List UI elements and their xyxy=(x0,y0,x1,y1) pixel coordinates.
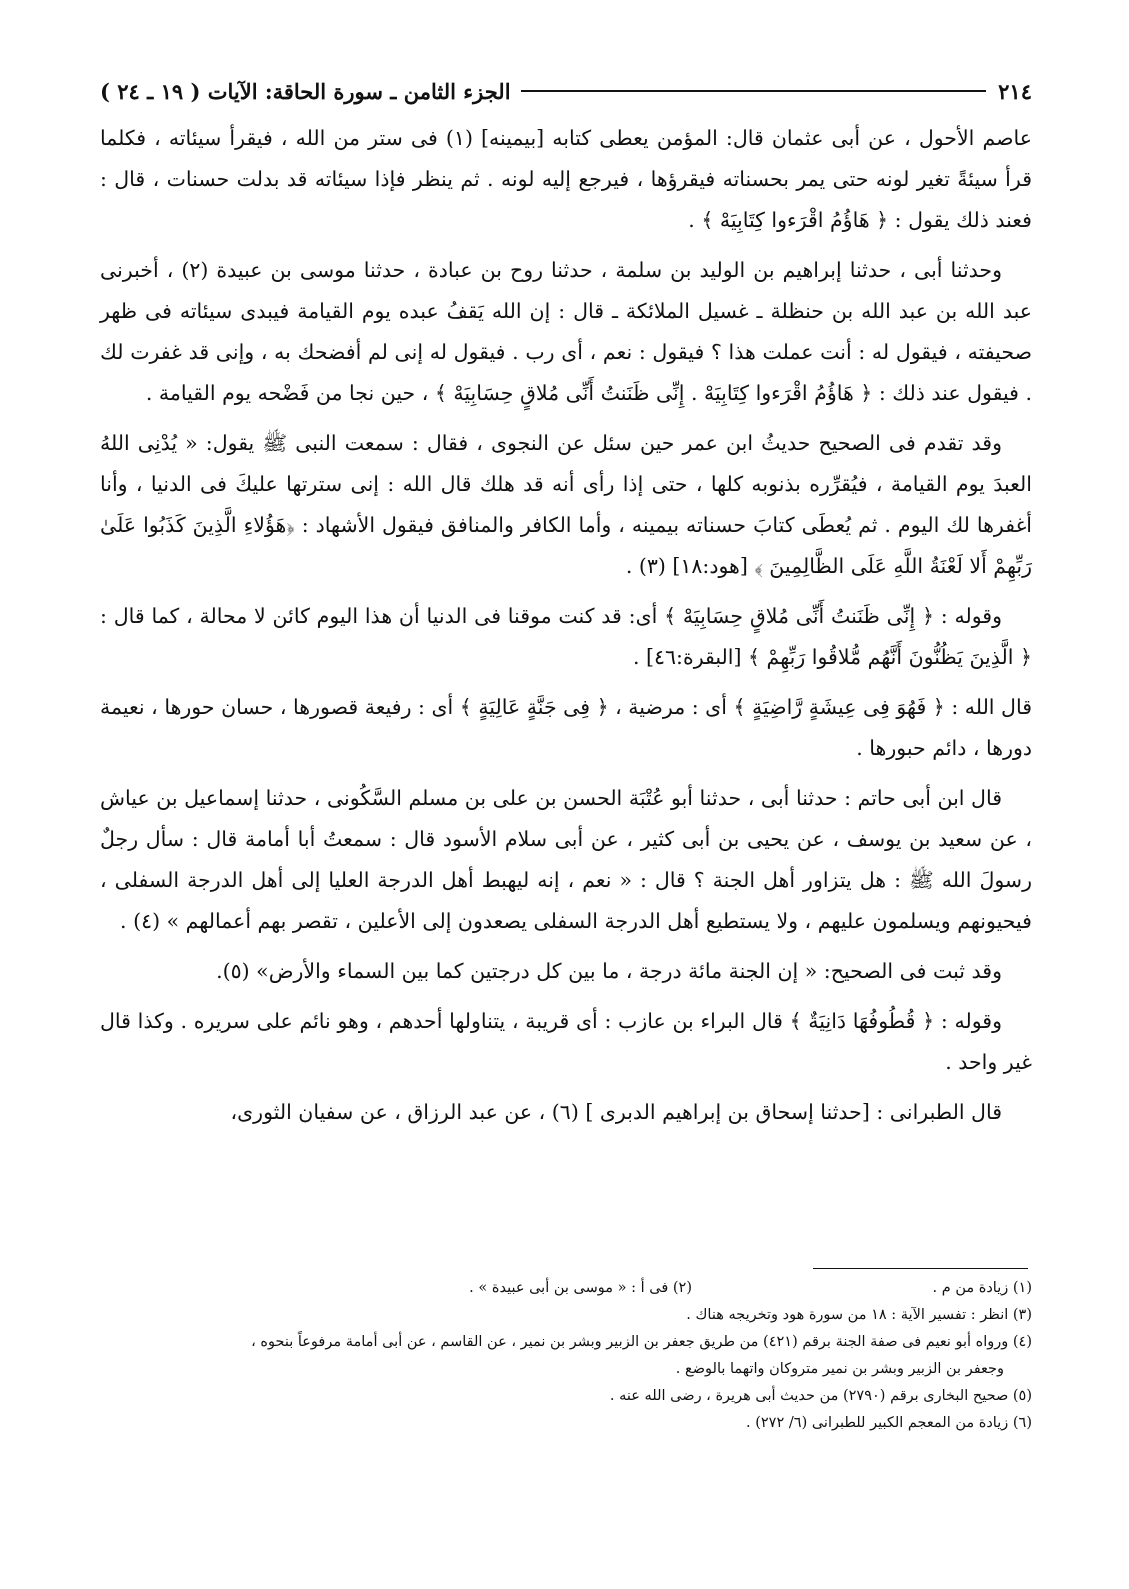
footnote: (٢) فى أ : « موسى بن أبى عبيدة » . xyxy=(469,1280,692,1296)
paragraph: وقد ثبت فى الصحيح: « إن الجنة مائة درجة ، ما بين كل درجتين كما بين السماء والأرض» (٥). xyxy=(216,959,1002,983)
footnote: (٥) صحيح البخارى برقم (٢٧٩٠) من حديث أبى هريرة ، رضى الله عنه . xyxy=(609,1388,1032,1404)
paragraph: وحدثنا أبى ، حدثنا إبراهيم بن الوليد بن سلمة ، حدثنا روح بن عبادة ، حدثنا موسى بن عبيدة (٢) ، أخبرنى عبد الله بن عبد الله بن حنظلة ـ غسيل الملائكة ـ قال : إن الله يَقفُ عبده يوم القيامة فيبدى سيئاته فى ظهر صحيفته ، فيقول له : أنت عملت هذا ؟ فيقول : نعم ، أى رب . فيقول له إنى لم أفضحك به ، وإنى قد غفرت لك . فيقول عند ذلك : ﴿ هَاؤُمُ اقْرَءوا كِتَابِيَهْ . إِنِّى ظَنَنتُ أَنِّى مُلاقٍ حِسَابِيَهْ ﴾ ، حين نجا من فَضْحه يوم القيامة . xyxy=(100,258,1032,405)
paragraph: قال الله : ﴿ فَهُوَ فِى عِيشَةٍ رَّاضِيَةٍ ﴾ أى : مرضية ، ﴿ فِى جَنَّةٍ عَالِيَةٍ ﴾ أى : رفيعة قصورها ، حسان حورها ، نعيمة دورها ، دائم حبورها . xyxy=(100,695,1032,760)
page-number: ٢١٤ xyxy=(998,78,1032,104)
footnote: (١) زيادة من م . xyxy=(932,1280,1032,1296)
footnote: (٦) زيادة من المعجم الكبير للطبرانى (٦/ ٢٧٢) . xyxy=(746,1415,1032,1431)
footnote: (٣) انظر : تفسير الآية : ١٨ من سورة هود وتخريجه هناك . xyxy=(686,1307,1032,1323)
footnote-separator xyxy=(813,1268,1028,1269)
page-header xyxy=(100,74,1032,108)
main-text xyxy=(100,118,1032,1142)
footnote-continuation: وجعفر بن الزبير وبشر بن نمير متروكان واتهما بالوضع . xyxy=(675,1361,1004,1377)
paragraph: وقوله : ﴿ قُطُوفُهَا دَانِيَةٌ ﴾ قال البراء بن عازب : أى قريبة ، يتناولها أحدهم ، وهو نائم على سريره . وكذا قال غير واحد . xyxy=(100,1009,1032,1074)
header-rule xyxy=(521,90,987,92)
paragraph: عاصم الأحول ، عن أبى عثمان قال: المؤمن يعطى كتابه [بيمينه] (١) فى ستر من الله ، فيقرأ سيئاته ، فكلما قرأ سيئةً تغير لونه حتى يمر بحسناته فيقرؤها ، فيرجع إليه لونه . ثم ينظر فإذا سيئاته قد بدلت حسنات ، قال : فعند ذلك يقول : ﴿ هَاؤُمُ اقْرَءوا كِتَابِيَهْ ﴾ . xyxy=(100,126,1032,232)
footnotes xyxy=(100,1276,1032,1438)
footnote-row xyxy=(100,1276,1032,1303)
running-title: الجزء الثامن ـ سورة الحاقة: الآيات ( ١٩ ـ ٢٤ ) xyxy=(100,78,511,104)
paragraph: وقد تقدم فى الصحيح حديثُ ابن عمر حين سئل عن النجوى ، فقال : سمعت النبى ﷺ يقول: « يُدْنِى اللهُ العبدَ يوم القيامة ، فيُقرِّره بذنوبه كلها ، حتى إذا رأى أنه قد هلك قال الله : إنى سترتها عليكَ فى الدنيا ، وأنا أغفرها لك اليوم . ثم يُعطَى كتابَ حسناته بيمينه ، وأما الكافر والمنافق فيقول الأشهاد : ﴿هَؤُلاءِ الَّذِينَ كَذَبُوا عَلَىٰ رَبِّهِمْ أَلا لَعْنَةُ اللَّهِ عَلَى الظَّالِمِينَ ﴾ [هود:١٨] (٣) . xyxy=(100,431,1032,578)
paragraph: قال الطبرانى : [حدثنا إسحاق بن إبراهيم الدبرى ] (٦) ، عن عبد الرزاق ، عن سفيان الثورى، xyxy=(230,1100,1002,1124)
footnote: (٤) ورواه أبو نعيم فى صفة الجنة برقم (٤٢١) من طريق جعفر بن الزبير وبشر بن نمير ، عن القاسم ، عن أبى أمامة مرفوعاً بنحوه ، xyxy=(251,1334,1032,1350)
paragraph: قال ابن أبى حاتم : حدثنا أبى ، حدثنا أبو عُتْبَة الحسن بن على بن مسلم السَّكُونى ، حدثنا إسماعيل بن عياش ، عن سعيد بن يوسف ، عن يحيى بن أبى كثير ، عن أبى سلام الأسود قال : سمعتُ أبا أمامة قال : سأل رجلٌ رسولَ الله ﷺ : هل يتزاور أهل الجنة ؟ قال : « نعم ، إنه ليهبط أهل الدرجة العليا إلى أهل الدرجة السفلى ، فيحيونهم ويسلمون عليهم ، ولا يستطيع أهل الدرجة السفلى يصعدون إلى الأعلين ، تقصر بهم أعمالهم » (٤) . xyxy=(100,786,1032,933)
paragraph: وقوله : ﴿ إِنِّى ظَنَنتُ أَنِّى مُلاقٍ حِسَابِيَهْ ﴾ أى: قد كنت موقنا فى الدنيا أن هذا اليوم كائن لا محالة ، كما قال : ﴿ الَّذِينَ يَظُنُّونَ أَنَّهُم مُّلاقُوا رَبِّهِمْ ﴾ [البقرة:٤٦] . xyxy=(100,604,1032,669)
